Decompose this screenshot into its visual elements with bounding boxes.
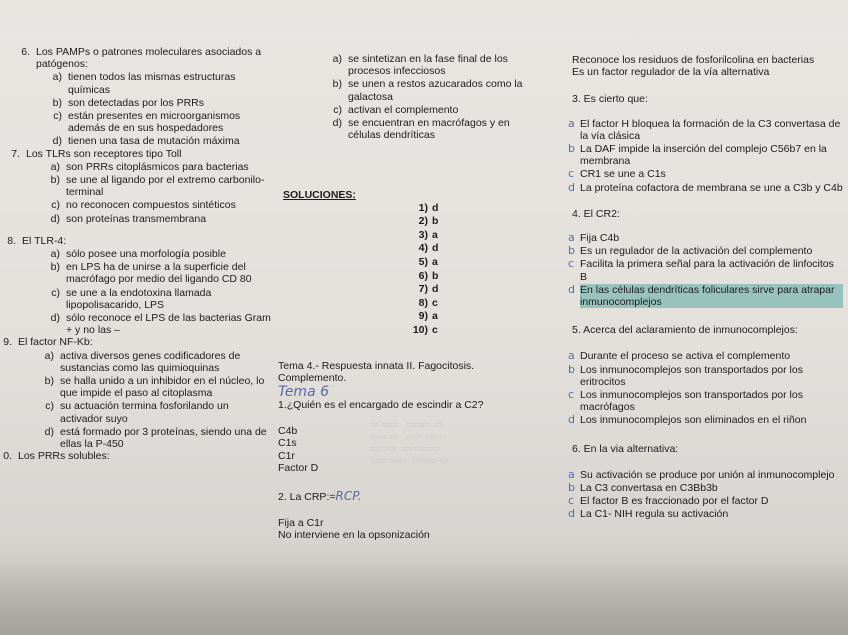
question-text: Los PAMPs o patrones moleculares asociados a patógenos: xyxy=(36,46,262,71)
option xyxy=(30,213,272,225)
option xyxy=(30,287,272,311)
question-5-title: 5. Acerca del aclaramiento de inmunocomplejos: xyxy=(572,324,798,337)
text: se unen a restos azucarados como la galactosa xyxy=(348,78,523,103)
solution-item xyxy=(278,256,543,270)
handwritten-answer: RCP. xyxy=(335,488,362,503)
option xyxy=(568,232,843,244)
text: Fija C4b xyxy=(580,232,620,245)
option xyxy=(30,199,272,211)
text: se sintetizan en la fase final de los procesos infecciosos xyxy=(348,53,508,78)
option: Factor D xyxy=(278,461,319,474)
question-8-options xyxy=(2,248,272,336)
option xyxy=(568,389,843,413)
option xyxy=(568,482,843,494)
handwritten-letter: d xyxy=(568,180,575,194)
question-4-options xyxy=(568,232,843,308)
option: No interviene en la opsonización xyxy=(278,529,430,542)
option xyxy=(568,245,843,257)
text: sólo posee una morfología posible xyxy=(66,248,226,261)
text: b) xyxy=(332,78,342,91)
option xyxy=(568,508,843,520)
handwritten-letter: d xyxy=(568,507,575,521)
option xyxy=(30,174,272,198)
option xyxy=(568,168,843,180)
text: 0. xyxy=(3,450,12,463)
option xyxy=(568,143,843,167)
prrs-options xyxy=(278,53,543,141)
text: Los inmunocomplejos son eliminados en el riñon xyxy=(580,414,807,427)
handwritten-topic-note: Tema 6 xyxy=(278,383,330,400)
question-7 xyxy=(2,148,272,160)
text: activan el complemento xyxy=(348,103,459,116)
text: c) xyxy=(53,110,62,123)
page-shadow xyxy=(0,560,848,635)
text: está formado por 3 proteínas, siendo una de ellas la P-450 xyxy=(60,425,267,451)
question-4-title: 4. El CR2: xyxy=(572,207,620,220)
text: se halla unido a un inhibidor en el núcleo, lo que impide el paso al citoplasma xyxy=(60,375,265,400)
text: b xyxy=(432,269,439,282)
handwritten-letter: a xyxy=(568,116,575,130)
text: Es un factor regulador de la vía alternativa xyxy=(572,66,770,79)
text: sólo reconoce el LPS de las bacterias Gram + y no las – xyxy=(66,312,271,337)
text: a) xyxy=(52,71,62,84)
handwritten-letter: a xyxy=(568,231,575,245)
option xyxy=(568,182,843,194)
option xyxy=(568,364,843,388)
option xyxy=(24,400,272,424)
handwritten-letter: a xyxy=(568,349,575,363)
handwritten-letter: c xyxy=(568,167,575,181)
text: no reconocen compuestos sintéticos xyxy=(66,199,236,212)
option xyxy=(36,135,272,147)
handwritten-letter: d xyxy=(568,413,575,427)
handwritten-letter: c xyxy=(568,257,575,271)
question-10 xyxy=(2,450,272,462)
option xyxy=(24,350,272,374)
question-3-title: 3. Es cierto que: xyxy=(572,93,648,106)
left-column xyxy=(2,46,272,463)
option: C4b xyxy=(278,425,298,438)
text: su actuación termina fosforilando un activador suyo xyxy=(60,400,229,425)
handwritten-letter: b xyxy=(568,481,575,495)
complement-question-2 xyxy=(278,490,543,503)
text: c) xyxy=(51,199,60,212)
option xyxy=(36,110,272,134)
text: El factor H bloquea la formación de la C3 convertasa de la vía clásica xyxy=(580,117,841,142)
text: 8) xyxy=(418,296,428,309)
text: Reconoce los residuos de fosforilcolina en bacterias xyxy=(572,54,815,66)
solution-item xyxy=(278,310,543,324)
text: Facilita la primera señal para la activación de linfocitos B xyxy=(580,258,834,283)
handwritten-letter: b xyxy=(568,362,575,376)
question-9-options xyxy=(2,350,272,451)
question-text: Los TLRs son receptores tipo Toll xyxy=(26,147,182,160)
text: 8. xyxy=(7,234,16,247)
option xyxy=(568,495,843,507)
question-text: Los PRRs solubles: xyxy=(18,450,110,463)
text: 7) xyxy=(418,283,428,296)
text: d) xyxy=(52,135,62,148)
solution-item xyxy=(278,283,543,297)
text: activa diversos genes codificadores de sustancias como las quimioquinas xyxy=(60,349,241,374)
text: La proteína cofactora de membrana se une a C3b y C4b xyxy=(580,181,843,194)
text: b) xyxy=(52,96,62,109)
text: 6. xyxy=(21,46,30,58)
text: 1) xyxy=(418,201,428,214)
text: a) xyxy=(332,53,342,65)
option: Fija a C1r xyxy=(278,517,324,530)
text: 9) xyxy=(418,310,428,323)
text: d) xyxy=(332,117,342,130)
text: b xyxy=(432,215,439,228)
text: 7. xyxy=(11,147,20,160)
text: son detectadas por los PRRs xyxy=(68,96,204,109)
bleed-through-text: ▭ ▭▭ ▭▭▭ ▭ ▭▭ ▭ ▭▭ ▭▭ ▭▭▭ ▭ ▭▭▭ ▭▭ ▭▭ ▭▭▭ ▭ xyxy=(370,419,449,465)
option xyxy=(318,117,543,141)
text: CR1 se une a C1s xyxy=(580,168,666,181)
handwritten-letter: c xyxy=(568,388,575,402)
text: a xyxy=(432,310,438,323)
solution-item xyxy=(278,229,543,243)
middle-column xyxy=(278,52,543,542)
text: 3) xyxy=(418,228,428,241)
handwritten-letter: a xyxy=(568,467,575,481)
text: están presentes en microorganismos además de en sus hospedadores xyxy=(68,110,241,135)
text: b) xyxy=(50,174,60,187)
text: a) xyxy=(50,160,60,173)
text: La DAF impide la inserción del complejo C56b7 en la membrana xyxy=(580,143,827,168)
topic-heading: Tema 4.- Respuesta innata II. Fagocitosis. Complemento. xyxy=(278,359,475,384)
text: a) xyxy=(44,349,54,362)
text: son PRRs citoplásmicos para bacterias xyxy=(66,160,249,173)
option xyxy=(318,104,543,116)
option xyxy=(36,71,272,95)
option xyxy=(30,261,272,285)
solutions-title: SOLUCIONES: xyxy=(283,189,356,202)
text: c) xyxy=(45,400,54,413)
question-5-options xyxy=(568,350,843,426)
text: El factor B es fraccionado por el factor D xyxy=(580,495,769,508)
option xyxy=(568,258,843,282)
text: Es un regulador de la activación del complemento xyxy=(580,245,813,258)
solution-item xyxy=(278,270,543,284)
solution-item xyxy=(278,297,543,311)
text: en LPS ha de unirse a la superficie del macrófago por medio del ligando CD 80 xyxy=(66,261,252,286)
option xyxy=(568,284,843,308)
text: c) xyxy=(51,286,60,299)
text: 2) xyxy=(418,215,428,228)
solutions-list xyxy=(278,202,543,338)
solution-item xyxy=(278,215,543,229)
option xyxy=(568,118,843,142)
highlighted-answer: En las células dendríticas foliculares sirve para atrapar inmunocomplejos xyxy=(580,284,843,308)
text: c xyxy=(432,296,438,309)
option xyxy=(568,414,843,426)
handwritten-letter: b xyxy=(568,142,575,156)
text: a xyxy=(432,256,438,268)
option xyxy=(36,97,272,109)
option: C1r xyxy=(278,449,295,462)
text: 6) xyxy=(418,269,428,282)
solution-item xyxy=(278,202,543,216)
text: 5) xyxy=(418,256,428,268)
text: 9. xyxy=(3,336,12,349)
question-3-options xyxy=(568,118,843,194)
text: Los inmunocomplejos son transportados por los eritrocitos xyxy=(580,363,803,388)
question-6-title: 6. En la via alternativa: xyxy=(572,442,679,455)
text: d xyxy=(432,283,439,296)
text: se une al ligando por el extremo carbonilo-terminal xyxy=(66,174,265,199)
solution-item xyxy=(278,242,543,256)
complement-question-1: 1.¿Quién es el encargado de escindir a C2? xyxy=(278,398,484,411)
question-9 xyxy=(2,336,272,348)
handwritten-letter: b xyxy=(568,244,575,258)
text: b) xyxy=(50,261,60,274)
right-column xyxy=(568,54,843,521)
option xyxy=(30,161,272,173)
text: c xyxy=(432,323,438,336)
question-text: El factor NF-Kb: xyxy=(18,336,93,349)
text: b) xyxy=(44,375,54,388)
text: La C3 convertasa en C3Bb3b xyxy=(580,482,718,495)
option: C1s xyxy=(278,437,297,450)
option xyxy=(30,312,272,336)
option xyxy=(24,375,272,399)
text: se une a la endotoxina llamada lipopolisacarido, LPS xyxy=(66,286,212,311)
option xyxy=(30,248,272,260)
complement-question-1-options xyxy=(278,425,543,474)
text: 2. La CRP:= xyxy=(278,490,336,503)
text: d) xyxy=(44,425,54,438)
text: d xyxy=(432,242,439,255)
text: a xyxy=(432,228,438,241)
text: Durante el proceso se activa el complemento xyxy=(580,350,791,363)
text: c) xyxy=(333,103,342,116)
question-6 xyxy=(2,46,272,70)
question-7-options xyxy=(2,161,272,225)
option xyxy=(24,426,272,450)
option xyxy=(318,78,543,102)
question-6-options xyxy=(568,469,843,521)
text: tienen una tasa de mutación máxima xyxy=(68,135,240,148)
text: a) xyxy=(50,248,60,261)
text: son proteínas transmembrana xyxy=(66,212,207,225)
solution-item xyxy=(278,324,543,338)
option xyxy=(568,469,843,481)
option xyxy=(568,350,843,362)
question-text: El TLR-4: xyxy=(22,234,67,247)
text: Su activación se produce por unión al inmunocomplejo xyxy=(580,468,835,481)
option xyxy=(318,53,543,77)
text: 10) xyxy=(412,323,428,336)
text: Los inmunocomplejos son transportados por los macrófagos xyxy=(580,389,803,414)
text: La C1- NIH regula su activación xyxy=(580,508,729,521)
question-8 xyxy=(2,235,272,247)
question-6-options xyxy=(2,71,272,147)
intro-options xyxy=(568,54,843,78)
text: d) xyxy=(50,212,60,225)
text: se encuentran en macrófagos y en células dendríticas xyxy=(348,117,510,142)
text: d) xyxy=(50,312,60,325)
handwritten-letter: d xyxy=(568,282,575,296)
text: tienen todos las mismas estructuras químicas xyxy=(68,71,236,96)
handwritten-letter: c xyxy=(568,494,575,508)
text: 4) xyxy=(418,242,428,255)
text: d xyxy=(432,201,439,214)
